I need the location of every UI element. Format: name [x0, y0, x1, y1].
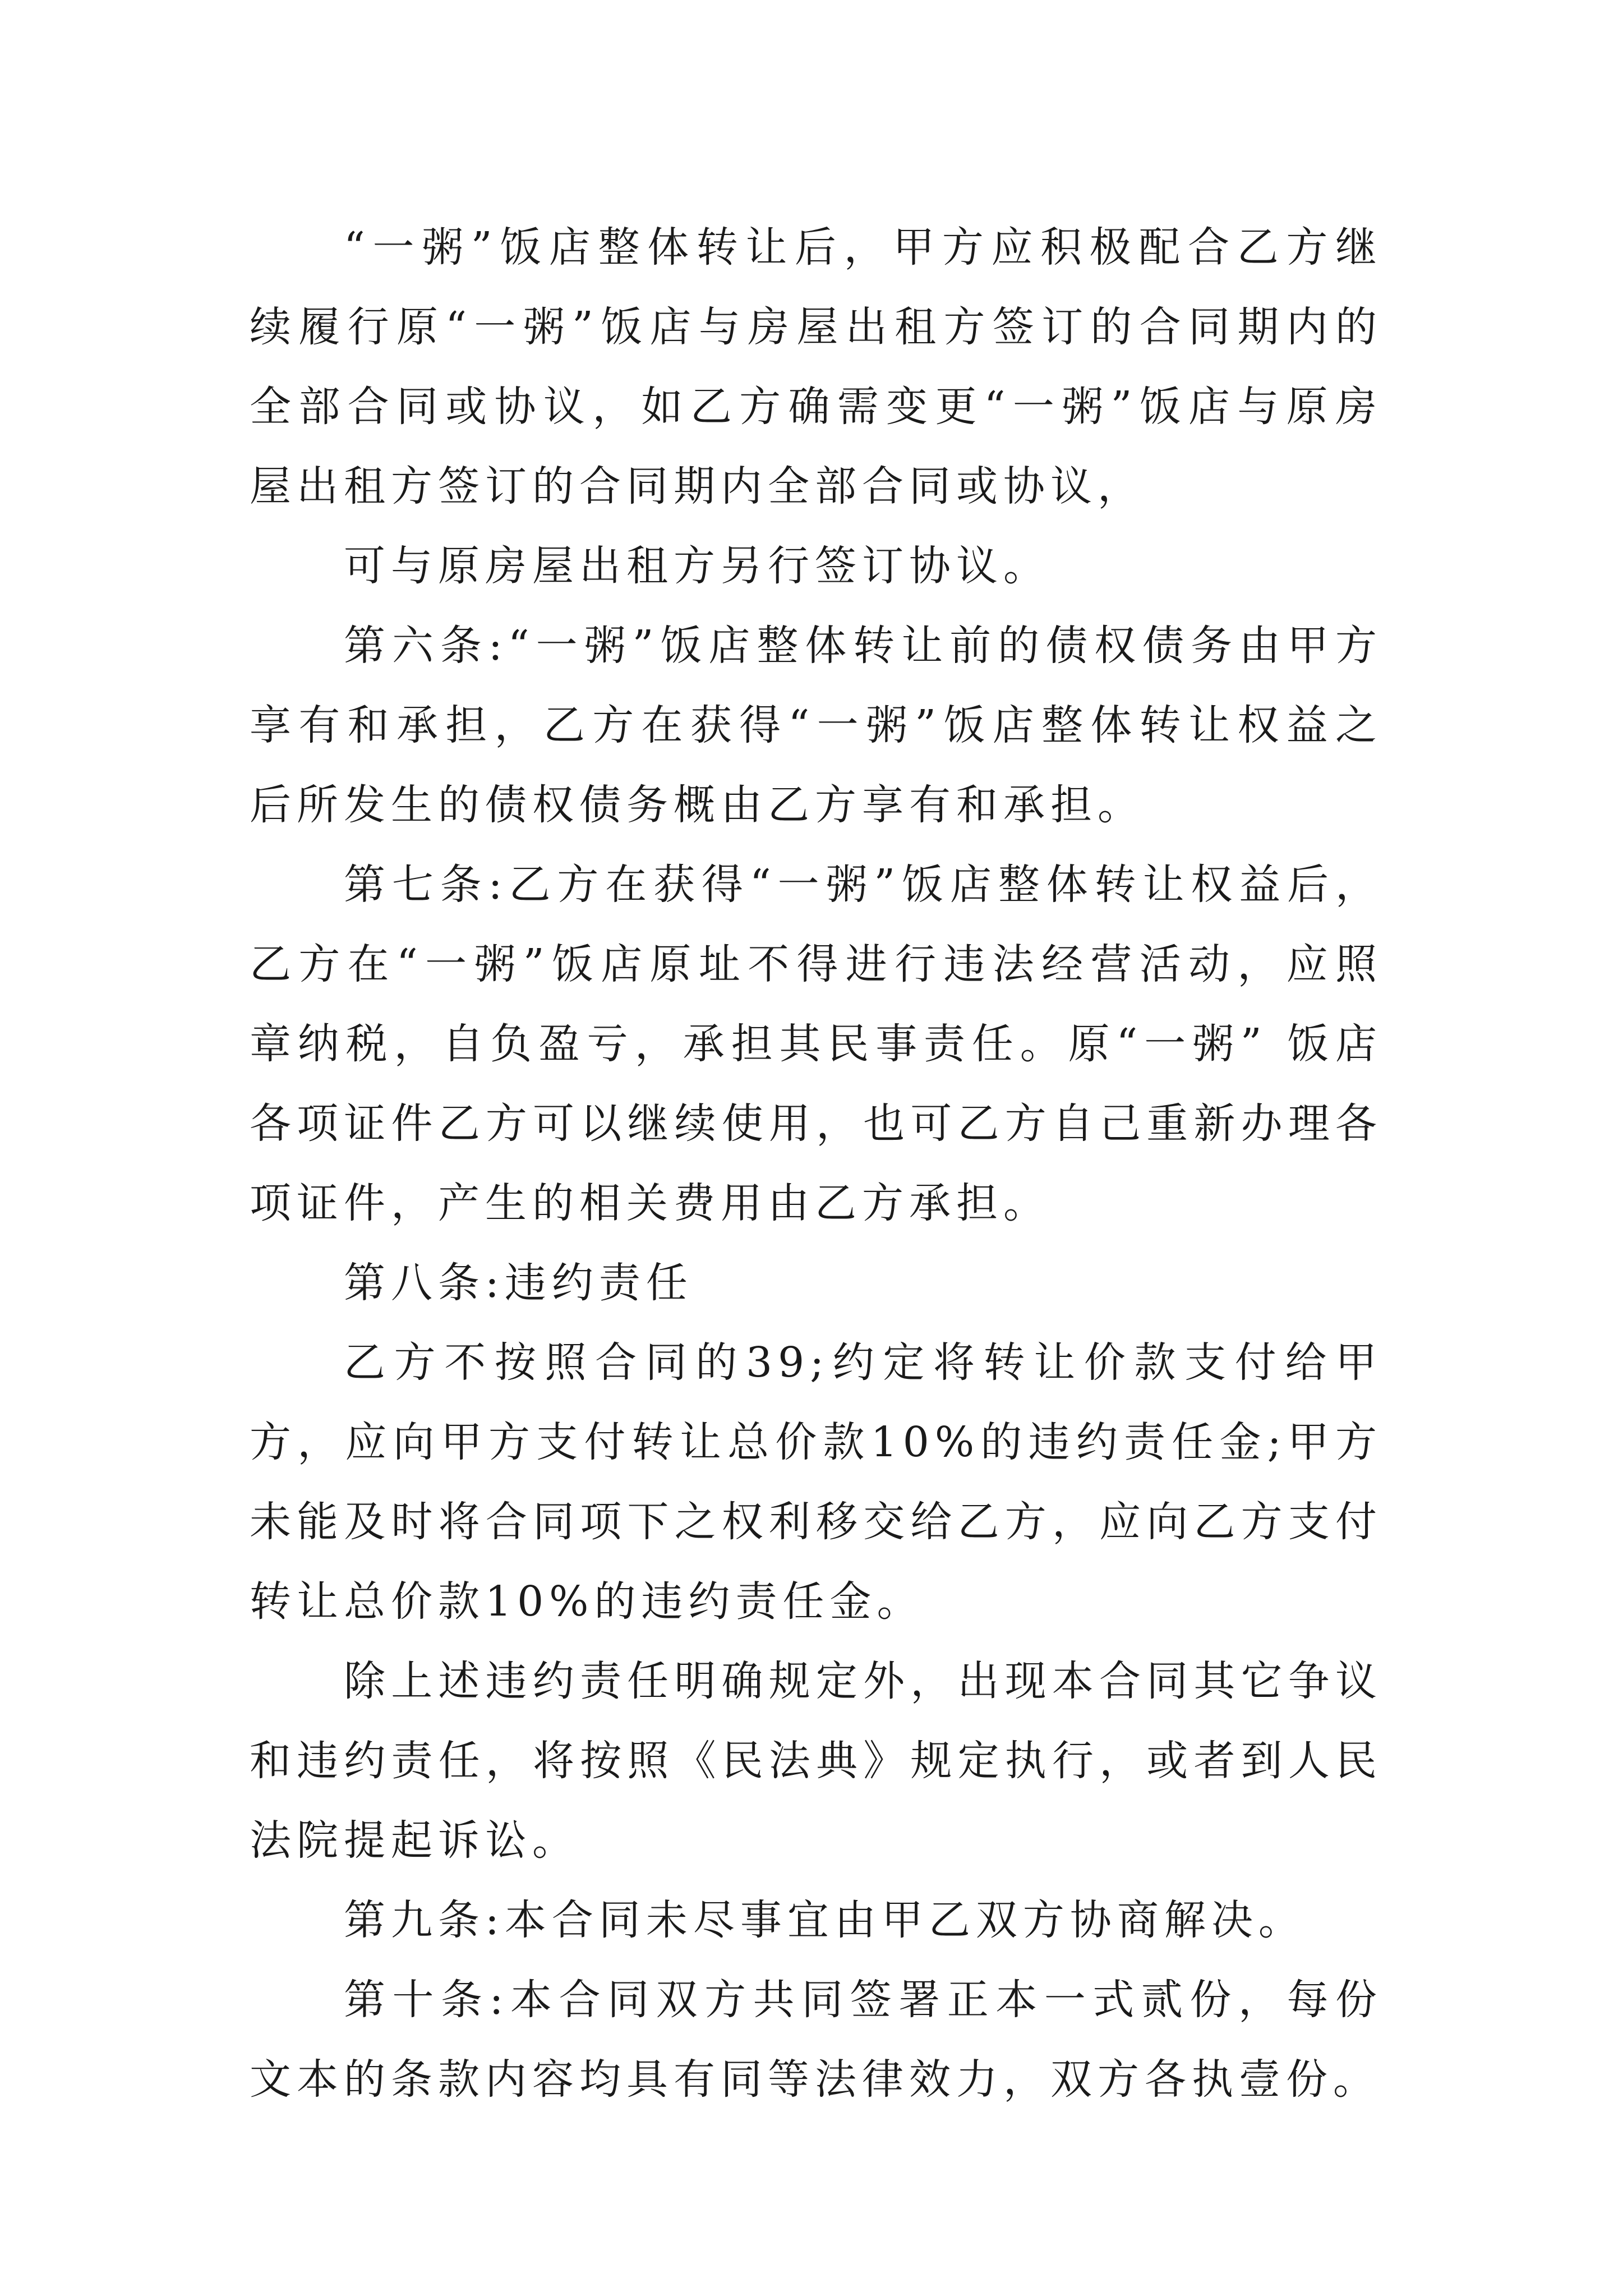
- document-body: [250, 208, 1382, 2119]
- paragraph-breach-penalty: 乙方不按照合同的39;约定将转让价款支付给甲方，应向甲方支付转让总价款10%的违约责任金;甲方未能及时将合同项下之权利移交给乙方，应向乙方支付转让总价款10%的违约责任金。: [250, 1338, 1382, 1626]
- paragraph-transfer-cooperation: “一粥”饭店整体转让后，甲方应积极配合乙方继续履行原“一粥”饭店与房屋出租方签订的合同期内的全部合同或协议，如乙方确需变更“一粥”饭店与原房屋出租方签订的合同期内全部合同或协议，: [250, 223, 1382, 510]
- paragraph-article-7: 第七条:乙方在获得“一粥”饭店整体转让权益后，乙方在“一粥”饭店原址不得进行违法经营活动，应照章纳税，自负盈亏，承担其民事责任。原“一粥” 饭店各项证件乙方可以继续使用，也可乙方自己重新办理各项证件，产生的相关费用由乙方承担。: [250, 861, 1382, 1227]
- paragraph-other-disputes: 除上述违约责任明确规定外，出现本合同其它争议和违约责任，将按照《民法典》规定执行，或者到人民法院提起诉讼。: [250, 1657, 1382, 1865]
- paragraph-article-10: 第十条:本合同双方共同签署正本一式贰份，每份文本的条款内容均具有同等法律效力，双方各执壹份。: [250, 1976, 1382, 2104]
- paragraph-article-6: 第六条:“一粥”饭店整体转让前的债权债务由甲方享有和承担，乙方在获得“一粥”饭店整体转让权益之后所发生的债权债务概由乙方享有和承担。: [250, 622, 1382, 829]
- paragraph-article-9: 第九条:本合同未尽事宜由甲乙双方协商解决。: [344, 1896, 1306, 1944]
- paragraph-separate-agreement: 可与原房屋出租方另行签订协议。: [344, 542, 1050, 590]
- paragraph-article-8-heading: 第八条:违约责任: [344, 1259, 693, 1307]
